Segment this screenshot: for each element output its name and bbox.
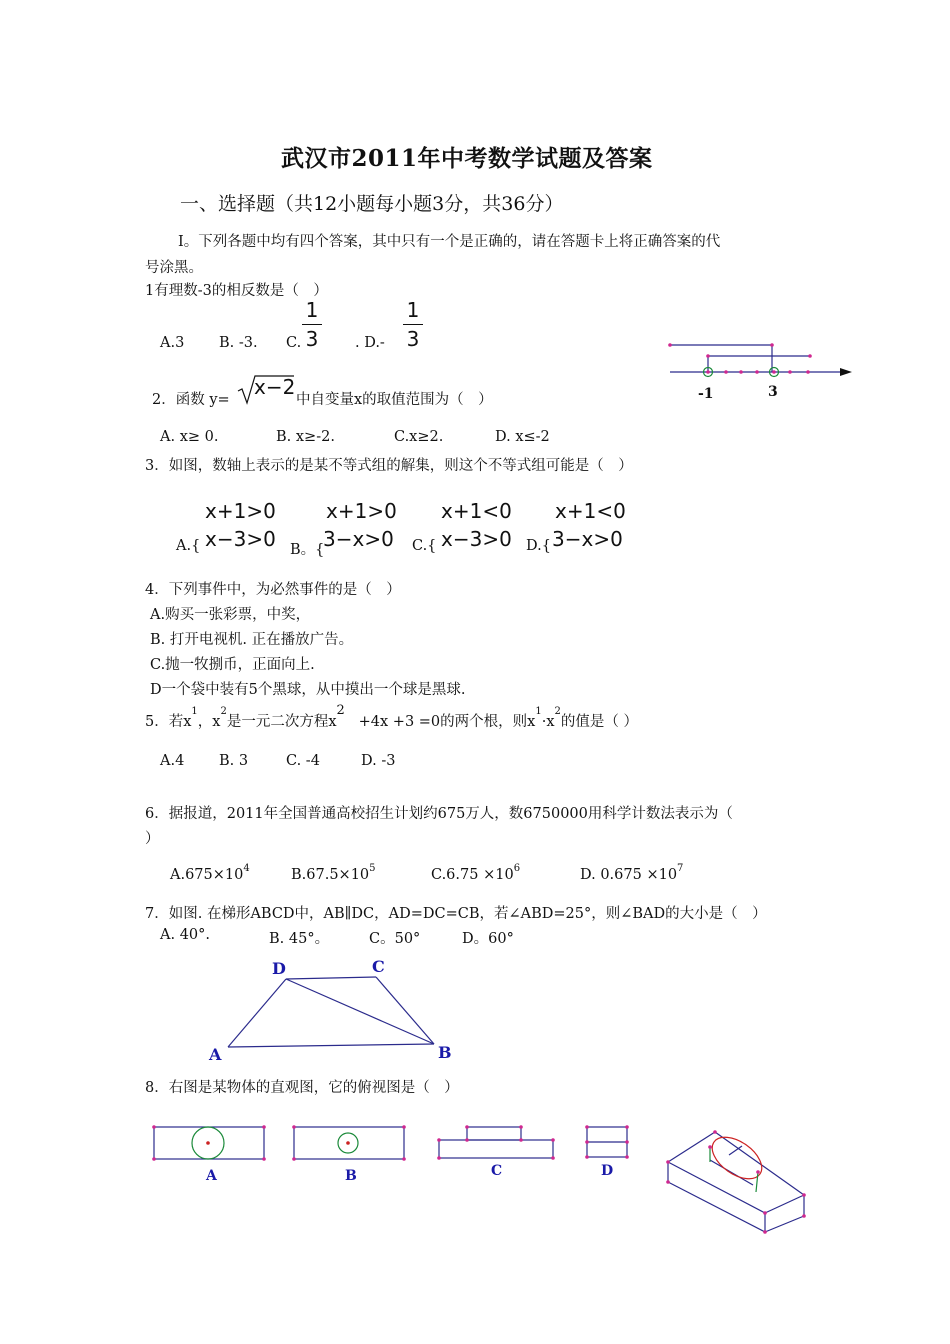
q5-stem — [145, 703, 638, 731]
q3-option-d-top: x+1<0 — [555, 499, 626, 523]
solid-edge-top-back — [668, 1132, 715, 1162]
q3-option-c-top: x+1<0 — [441, 499, 512, 523]
q2-option-b: B. x≥-2. — [276, 429, 335, 445]
q7-option-a: A. 40°. — [160, 927, 210, 943]
solid-hole-diameter — [729, 1146, 742, 1155]
solid-hole-right-line — [756, 1172, 758, 1192]
number-line-figure — [660, 335, 860, 410]
q1-fraction-c-den: 3 — [305, 327, 319, 351]
q3-stem: 3．如图，数轴上表示的是某不等式组的解集，则这个不等式组可能是（ ） — [145, 458, 633, 474]
q5-stem-d: +4x +3 =0的两个根，则x — [358, 714, 536, 730]
q5-option-b: B. 3 — [219, 753, 249, 769]
q5-stem-e: ·x — [541, 714, 555, 730]
q5-sub-4: 2 — [554, 706, 561, 717]
q1-option-d: . D.- — [355, 335, 385, 351]
solid-object-figure — [660, 1120, 820, 1245]
option-c-drawing — [437, 1125, 555, 1160]
q6-option-c-base: C.6.75 ×10 — [431, 867, 514, 883]
q1-fraction-d-num: 1 — [406, 298, 420, 322]
option-a-drawing — [152, 1125, 266, 1161]
q7-option-b: B. 45°。 — [269, 931, 330, 947]
q5-stem-c: 是一元二次方程x — [226, 714, 337, 730]
q6-option-d-exp: 7 — [677, 863, 684, 874]
solid-edge-top-front-right — [765, 1195, 804, 1213]
q2-stem-pre: 2．函数 y= — [152, 392, 230, 408]
q3-option-b-bottom: 3−x>0 — [323, 527, 394, 551]
q6-option-b-exp: 5 — [369, 863, 376, 874]
trapezoid-diagonal-bd — [286, 979, 434, 1044]
option-d-label: D — [601, 1163, 614, 1179]
q1-fraction-d-den: 3 — [406, 327, 420, 351]
q2-option-c: C.x≥2. — [394, 429, 444, 445]
number-line-label-neg1: -1 — [698, 386, 714, 402]
q5-sub-1: 1 — [191, 706, 198, 717]
q5-sub-2: 2 — [220, 706, 227, 717]
q5-option-a: A.4 — [160, 753, 185, 769]
q6-option-a-exp: 4 — [243, 863, 250, 874]
q6-option-b — [291, 863, 376, 883]
q5-stem-a: 5．若x — [145, 714, 192, 730]
q4-stem: 4．下列事件中，为必然事件的是（ ） — [145, 582, 401, 598]
solid-edge-top-front — [668, 1162, 765, 1213]
trapezoid-side-ad — [228, 979, 286, 1047]
q3-option-a-label: A.{ — [176, 538, 201, 554]
q5-square: 2 — [336, 703, 345, 718]
section-heading: 一、选择题（共12小题每小题3分，共36分） — [180, 193, 564, 215]
q4-option-a: A.购买一张彩票，中奖， — [150, 607, 311, 623]
q6-stem-line-1: 6．据报道，2011年全国普通高校招生计划约675万人，数6750000用科学计数法表示为（ — [145, 806, 733, 822]
instruction-line-2: 号涂黑。 — [145, 260, 203, 276]
q5-stem-b: ，x — [197, 714, 221, 730]
vertex-label-d: D — [272, 959, 286, 978]
q3-option-b-top: x+1>0 — [326, 499, 397, 523]
q1-option-a: A.3 — [160, 335, 185, 351]
solid-edge-bottom-right — [765, 1216, 804, 1232]
q1-option-b: B. -3. — [219, 335, 258, 351]
q2-radicand: x−2 — [254, 375, 296, 399]
q3-option-b-label: B。{ — [290, 542, 325, 558]
q7-stem: 7．如图. 在梯形ABCD中，AB∥DC，AD=DC=CB，若∠ABD=25°，则∠BAD的大小是（ ） — [145, 906, 767, 922]
trapezoid-side-cb — [376, 977, 434, 1044]
q7-option-d: D。60° — [462, 931, 514, 947]
q1-stem: 1有理数-3的相反数是（ ） — [145, 283, 328, 299]
q6-option-a — [170, 863, 250, 883]
q4-option-d: D一个袋中装有5个黑球，从中摸出一个球是黑球. — [150, 682, 466, 698]
q2-option-d: D. x≤-2 — [495, 429, 550, 445]
solid-hole-base-edge — [710, 1160, 753, 1185]
q1-fraction-d — [403, 298, 423, 351]
q5-option-c: C. -4 — [286, 753, 320, 769]
q6-option-d-base: D. 0.675 ×10 — [580, 867, 678, 883]
q3-option-d-bottom: 3−x>0 — [552, 527, 623, 551]
page-title: 武汉市2011年中考数学试题及答案 — [281, 145, 653, 172]
vertex-label-b: B — [438, 1043, 452, 1062]
option-a-label: A — [206, 1168, 217, 1184]
solid-edge-bottom-front — [668, 1182, 765, 1232]
q3-option-c-label: C.{ — [412, 538, 437, 554]
q6-option-a-base: A.675×10 — [170, 867, 244, 883]
trapezoid-side-ab — [228, 1044, 434, 1047]
q5-stem-f: 的值是（ ） — [560, 714, 638, 730]
solid-ellipse-top — [705, 1129, 769, 1187]
q4-option-c: C.抛一牧捌币，正面向上. — [150, 657, 315, 673]
number-line-label-3: 3 — [768, 384, 778, 400]
q4-option-b: B. 打开电视机. 正在播放广告。 — [150, 632, 354, 648]
q5-sub-3: 1 — [535, 706, 542, 717]
q3-option-a-bottom: x−3>0 — [205, 527, 276, 551]
top-view-options-figure — [145, 1115, 665, 1195]
q7-option-c: C。50° — [369, 931, 421, 947]
trapezoid-figure — [200, 952, 470, 1067]
option-b-label: B — [345, 1168, 357, 1184]
q1-option-c: C. — [286, 335, 302, 351]
q3-option-a-top: x+1>0 — [205, 499, 276, 523]
vertex-label-c: C — [372, 957, 385, 976]
q6-stem-line-2: ） — [145, 831, 160, 847]
q5-option-d: D. -3 — [361, 753, 396, 769]
q2-stem-post: 中自变量x的取值范围为（ ） — [296, 392, 493, 408]
q1-fraction-c — [302, 298, 322, 351]
q3-option-d-label: D.{ — [526, 538, 551, 554]
q6-option-d — [580, 863, 684, 883]
instruction-line-1: I。下列各题中均有四个答案，其中只有一个是正确的，请在答题卡上将正确答案的代 — [178, 234, 721, 250]
q3-option-c-bottom: x−3>0 — [441, 527, 512, 551]
option-d-drawing — [585, 1125, 629, 1159]
option-b-drawing — [292, 1125, 406, 1161]
q6-option-b-base: B.67.5×10 — [291, 867, 370, 883]
q6-option-c — [431, 863, 521, 883]
option-c-label: C — [491, 1163, 503, 1179]
trapezoid-side-dc — [286, 977, 376, 979]
q6-option-c-exp: 6 — [513, 863, 521, 874]
solid-edge-top-right — [715, 1132, 804, 1195]
q2-option-a: A. x≥ 0. — [160, 429, 219, 445]
q8-stem: 8．右图是某物体的直观图，它的俯视图是（ ） — [145, 1080, 459, 1096]
vertex-label-a: A — [209, 1045, 222, 1064]
q1-fraction-c-num: 1 — [305, 298, 319, 322]
axis-arrow-icon — [840, 368, 852, 376]
